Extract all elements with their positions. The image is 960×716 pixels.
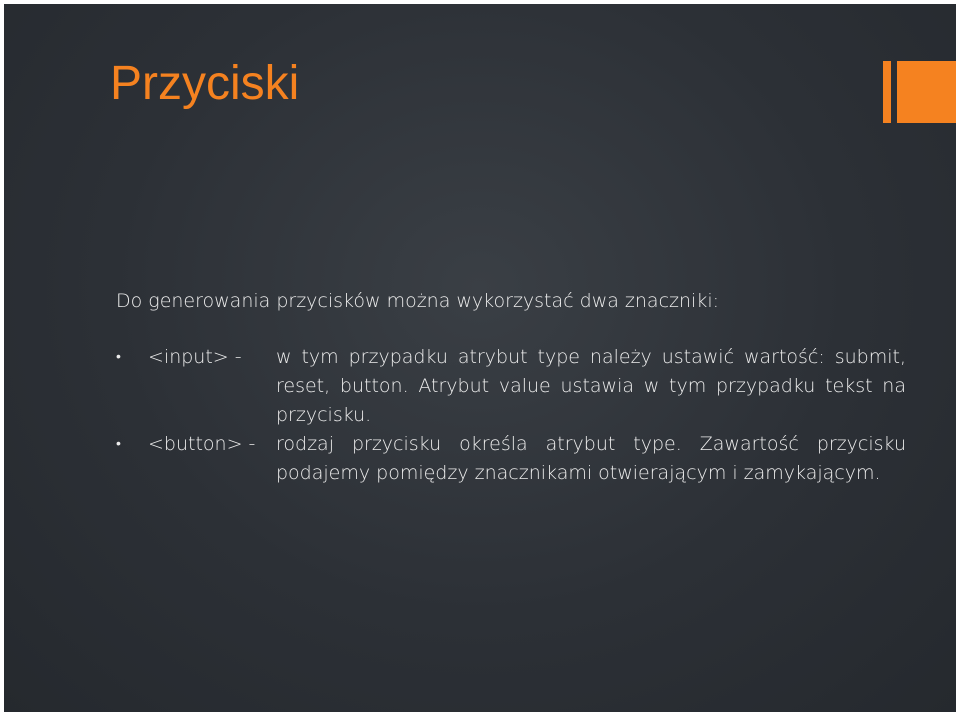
list-item-input xyxy=(116,343,906,430)
list-item-button xyxy=(116,430,906,488)
item-description-input: w tym przypadku atrybut type należy ustawić wartość: submit, reset, button. Atrybut value ustawia w tym przypadku tekst na przycisku. xyxy=(276,346,906,426)
slide-title: Przyciski xyxy=(110,57,300,110)
bullet-icon: • xyxy=(116,436,121,452)
accent-bar-thick xyxy=(897,61,956,123)
tag-label-button: <button> - xyxy=(148,433,256,455)
accent-bar-thin xyxy=(883,61,891,123)
slide-body xyxy=(116,287,906,488)
slide xyxy=(4,4,956,712)
tag-label-input: <input> - xyxy=(148,346,242,368)
bullet-icon: • xyxy=(116,349,121,365)
intro-text: Do generowania przycisków można wykorzystać dwa znaczniki: xyxy=(116,290,719,312)
item-description-button: rodzaj przycisku określa atrybut type. Zawartość przycisku podajemy pomiędzy znacznikami otwierającym i zamykającym. xyxy=(276,433,906,484)
